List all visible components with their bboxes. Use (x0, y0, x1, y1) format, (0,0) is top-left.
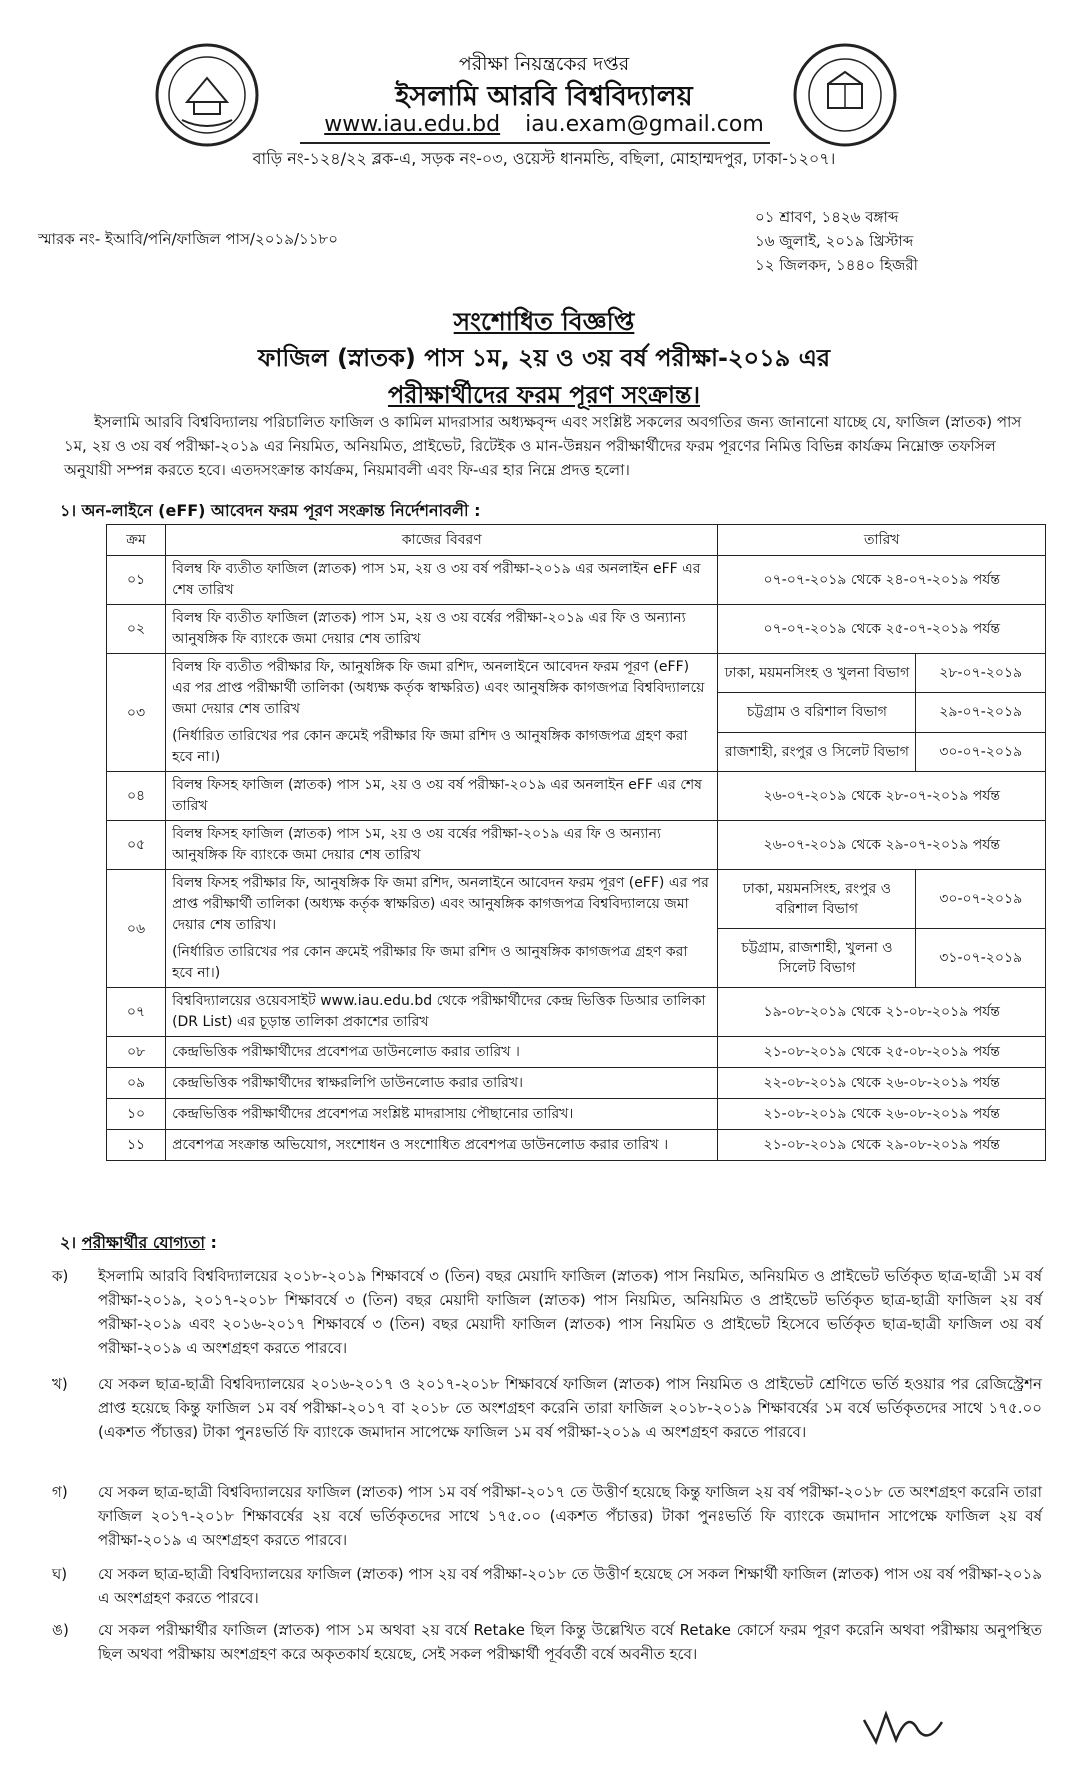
eligibility-label: ঘ) (52, 1565, 68, 1583)
email-link[interactable]: iau.exam@gmail.com (525, 112, 764, 137)
region-name: ঢাকা, ময়মনসিংহ, রংপুর ও বরিশাল বিভাগ (718, 870, 916, 929)
eligibility-label: ঙ) (52, 1621, 69, 1639)
region-name: চট্টগ্রাম ও বরিশাল বিভাগ (718, 693, 916, 732)
row-description: বিলম্ব ফিসহ ফাজিল (স্নাতক) পাস ১ম, ২য় ও ৩য় বর্ষের পরীক্ষা-২০১৯ এর ফি ও অন্যান্য আনুষঙ্গিক ফি ব্যাংকে জমা দেয়ার শেষ তারিখ (166, 821, 718, 870)
memo-number: স্মারক নং- ইআবি/পনি/ফাজিল পাস/২০১৯/১১৮০ (38, 230, 338, 248)
schedule-table (106, 524, 1046, 1161)
date-bangla: ০১ শ্রাবণ, ১৪২৬ বঙ্গাব্দ (755, 208, 899, 226)
header-divider (300, 142, 770, 144)
row-date: ২১-০৮-২০১৯ থেকে ২৬-০৮-২০১৯ পর্যন্ত (718, 1099, 1046, 1130)
row-serial: ০৪ (107, 772, 166, 821)
table-row (107, 988, 1046, 1037)
eligibility-item (52, 1618, 1042, 1666)
intro-paragraph: ইসলামি আরবি বিশ্ববিদ্যালয় পরিচালিত ফাজিল ও কামিল মাদরাসার অধ্যক্ষবৃন্দ এবং সংশ্লিষ্ট সকলের অবগতির জন্য জানানো যাচ্ছে যে, ফাজিল (স্নাতক) পাস ১ম, ২য় ও ৩য় বর্ষ পরীক্ষা-২০১৯ এর নিয়মিত, অনিয়মিত, প্রাইভেট, রিটেইক ও মান-উন্নয়ন পরীক্ষার্থীদের ফরম পূরণের নিমিত্ত বিভিন্ন কার্যক্রম নিম্নোক্ত তফসিল অনুযায়ী সম্পন্ন করতে হবে। এতদসংক্রান্ত কার্যক্রম, নিয়মাবলী এবং ফি-এর হার নিম্নে প্রদত্ত হলো। (64, 413, 1022, 479)
office-address: বাড়ি নং-১২৪/২২ ব্লক-এ, সড়ক নং-০৩, ওয়েস্ট ধানমন্ডি, বছিলা, মোহাম্মদপুর, ঢাকা-১২০৭। (252, 149, 836, 168)
row-description (166, 654, 718, 772)
table-row (107, 772, 1046, 821)
eligibility-text: যে সকল ছাত্র-ছাত্রী বিশ্ববিদ্যালয়ের ফাজিল (স্নাতক) পাস ১ম বর্ষ পরীক্ষা-২০১৭ তে উত্তীর্ণ হয়েছে কিন্তু ফাজিল ২য় বর্ষ পরীক্ষা-২০১৮ তে অংশগ্রহণ করেনি তারা ফাজিল ২০১৭-২০১৮ শিক্ষাবর্ষের ২য় বর্ষে ভর্তিকৃতদের সাথে ১৭৫.০০ (একশত পঁচাত্তর) টাকা পুনঃভর্তি ফি ব্যাংকে জমাদান সাপেক্ষে ফাজিল ২য় বর্ষ পরীক্ষা-২০১৯ এ অংশগ্রহণ করতে পারবে। (98, 1483, 1042, 1549)
eligibility-label: গ) (52, 1483, 68, 1501)
eligibility-item (52, 1264, 1042, 1360)
row-serial: ০৭ (107, 988, 166, 1037)
row-description: কেন্দ্রভিত্তিক পরীক্ষার্থীদের প্রবেশপত্র সংশ্লিষ্ট মাদরাসায় পৌছানোর তারিখ। (166, 1099, 718, 1130)
row-note: (নির্ধারিত তারিখের পর কোন ক্রমেই পরীক্ষার ফি জমা রশিদ ও আনুষঙ্গিক কাগজপত্র গ্রহণ করা হবে না।) (172, 728, 688, 765)
table-row (107, 1099, 1046, 1130)
section2-heading (60, 1230, 217, 1257)
eligibility-text: যে সকল ছাত্র-ছাত্রী বিশ্ববিদ্যালয়ের ফাজিল (স্নাতক) পাস ২য় বর্ষ পরীক্ষা-২০১৮ তে উত্তীর্ণ হয়েছে সে সকল শিক্ষার্থী ফাজিল (স্নাতক) পাস ৩য় বর্ষ পরীক্ষা-২০১৯ এ অংশগ্রহণ করতে পারবে। (98, 1565, 1042, 1607)
row-description: কেন্দ্রভিত্তিক পরীক্ষার্থীদের স্বাক্ষরলিপি ডাউনলোড করার তারিখ। (166, 1068, 718, 1099)
row-date: ২৬-০৭-২০১৯ থেকে ২৯-০৭-২০১৯ পর্যন্ত (718, 821, 1046, 870)
table-row (107, 1037, 1046, 1068)
exam-office-name: পরীক্ষা নিয়ন্ত্রকের দপ্তর (458, 53, 630, 75)
row-date: ২১-০৮-২০১৯ থেকে ২৯-০৮-২০১৯ পর্যন্ত (718, 1130, 1046, 1161)
row-description: কেন্দ্রভিত্তিক পরীক্ষার্থীদের প্রবেশপত্র ডাউনলোড করার তারিখ । (166, 1037, 718, 1068)
row-description: বিলম্ব ফিসহ ফাজিল (স্নাতক) পাস ১ম, ২য় ও ৩য় বর্ষ পরীক্ষা-২০১৯ এর অনলাইন eFF এর শেষ তারিখ (166, 772, 718, 821)
notice-subtitle-line2: পরীক্ষার্থীদের ফরম পূরণ সংক্রান্ত। (387, 381, 701, 409)
table-row (107, 1130, 1046, 1161)
row-date: ০৭-০৭-২০১৯ থেকে ২৪-০৭-২০১৯ পর্যন্ত (718, 556, 1046, 605)
row-description: বিশ্ববিদ্যালয়ের ওয়েবসাইট www.iau.edu.bd থেকে পরীক্ষার্থীদের কেন্দ্র ভিত্তিক ডিআর তালিকা (DR List) এর চূড়ান্ত তালিকা প্রকাশের তারিখ (166, 988, 718, 1037)
header-description: কাজের বিবরণ (166, 525, 718, 556)
region-date: ৩০-০৭-২০১৯ (916, 870, 1046, 929)
eligibility-text: যে সকল পরীক্ষার্থীর ফাজিল (স্নাতক) পাস ১ম অথবা ২য় বর্ষে Retake ছিল কিন্তু উল্লেখিত বর্ষে Retake কোর্সে ফরম পূরণ করেনি অথবা পরীক্ষায় অনুপস্থিত ছিল অথবা পরীক্ষায় অংশগ্রহণ করে অকৃতকার্য হয়েছে, সেই সকল পরীক্ষার্থী পূর্ববর্তী বর্ষে অবনীত হবে। (98, 1621, 1042, 1663)
row-date: ২৬-০৭-২০১৯ থেকে ২৮-০৭-২০১৯ পর্যন্ত (718, 772, 1046, 821)
header-date: তারিখ (718, 525, 1046, 556)
row-serial: ০১ (107, 556, 166, 605)
row-date: ২২-০৮-২০১৯ থেকে ২৬-০৮-২০১৯ পর্যন্ত (718, 1068, 1046, 1099)
eligibility-label: ক) (52, 1267, 69, 1285)
table-row (107, 1068, 1046, 1099)
eligibility-item (52, 1480, 1042, 1552)
region-date: ২৮-০৭-২০১৯ (916, 654, 1046, 693)
row-description-text: বিলম্ব ফি ব্যতীত পরীক্ষার ফি, আনুষঙ্গিক ফি জমা রশিদ, অনলাইনে আবেদন ফরম পূরণ (eFF) এর পর প্রাপ্ত পরীক্ষার্থী তালিকা (অধ্যক্ষ কর্তৃক স্বাক্ষরিত) এবং আনুষঙ্গিক কাগজপত্র বিশ্ববিদ্যালয়ে জমা দেয়ার শেষ তারিখ (172, 659, 705, 717)
signature-icon (858, 1700, 948, 1750)
row-serial: ০৯ (107, 1068, 166, 1099)
section2-colon: : (204, 1233, 217, 1252)
date-english: ১৬ জুলাই, ২০১৯ খ্রিস্টাব্দ (755, 232, 914, 250)
eligibility-item (52, 1562, 1042, 1610)
website-link[interactable]: www.iau.edu.bd (324, 112, 501, 137)
date-hijri: ১২ জিলকদ, ১৪৪০ হিজরী (755, 256, 918, 274)
row-date: ২১-০৮-২০১৯ থেকে ২৫-০৮-২০১৯ পর্যন্ত (718, 1037, 1046, 1068)
row-serial: ০৫ (107, 821, 166, 870)
region-date: ৩০-০৭-২০১৯ (916, 732, 1046, 771)
table-row (107, 821, 1046, 870)
region-name: চট্টগ্রাম, রাজশাহী, খুলনা ও সিলেট বিভাগ (718, 929, 916, 988)
row-serial: ০৬ (107, 870, 166, 988)
row-serial: ০২ (107, 605, 166, 654)
eligibility-label: খ) (52, 1375, 68, 1393)
row-description (166, 870, 718, 988)
row-description: বিলম্ব ফি ব্যতীত ফাজিল (স্নাতক) পাস ১ম, ২য় ও ৩য় বর্ষের পরীক্ষা-২০১৯ এর ফি ও অন্যান্য আনুষঙ্গিক ফি ব্যাংকে জমা দেয়ার শেষ তারিখ (166, 605, 718, 654)
region-name: ঢাকা, ময়মনসিংহ ও খুলনা বিভাগ (718, 654, 916, 693)
row-serial: ০৮ (107, 1037, 166, 1068)
row-serial: ১১ (107, 1130, 166, 1161)
table-row (107, 556, 1046, 605)
row-serial: ০৩ (107, 654, 166, 772)
issue-dates (755, 205, 918, 277)
row-date: ১৯-০৮-২০১৯ থেকে ২১-০৮-২০১৯ পর্যন্ত (718, 988, 1046, 1037)
section2-title: পরীক্ষার্থীর যোগ্যতা (81, 1233, 205, 1252)
row-description-text: বিলম্ব ফিসহ পরীক্ষার ফি, আনুষঙ্গিক ফি জমা রশিদ, অনলাইনে আবেদন ফরম পূরণ (eFF) এর পর প্রাপ্ত পরীক্ষার্থী তালিকা (অধ্যক্ষ কর্তৃক স্বাক্ষরিত) এবং আনুষঙ্গিক কাগজপত্র বিশ্ববিদ্যালয়ে জমা দেয়ার শেষ তারিখ। (172, 875, 709, 933)
row-note: (নির্ধারিত তারিখের পর কোন ক্রমেই পরীক্ষার ফি জমা রশিদ ও আনুষঙ্গিক কাগজপত্র গ্রহণ করা হবে না।) (172, 944, 688, 981)
row-date: ০৭-০৭-২০১৯ থেকে ২৫-০৭-২০১৯ পর্যন্ত (718, 605, 1046, 654)
section2-number: ২। (60, 1233, 77, 1252)
table-row (107, 870, 1046, 929)
row-description: বিলম্ব ফি ব্যতীত ফাজিল (স্নাতক) পাস ১ম, ২য় ও ৩য় বর্ষ পরীক্ষা-২০১৯ এর অনলাইন eFF এর শেষ তারিখ (166, 556, 718, 605)
university-name: ইসলামি আরবি বিশ্ববিদ্যালয় (395, 81, 693, 112)
table-header-row (107, 525, 1046, 556)
row-description: প্রবেশপত্র সংক্রান্ত অভিযোগ, সংশোধন ও সংশোধিত প্রবেশপত্র ডাউনলোড করার তারিখ । (166, 1130, 718, 1161)
table-row (107, 605, 1046, 654)
section1-heading: ১। অন-লাইনে (eFF) আবেদন ফরম পূরণ সংক্রান্ত নির্দেশনাবলী : (60, 501, 481, 520)
region-date: ৩১-০৭-২০১৯ (916, 929, 1046, 988)
table-row (107, 654, 1046, 693)
contact-line (0, 112, 1088, 137)
header-serial: ক্রম (107, 525, 166, 556)
eligibility-text: ইসলামি আরবি বিশ্ববিদ্যালয়ের ২০১৮-২০১৯ শিক্ষাবর্ষে ৩ (তিন) বছর মেয়াদি ফাজিল (স্নাতক) পাস নিয়মিত, অনিয়মিত ও প্রাইভেট ভর্তিকৃত ছাত্র-ছাত্রী ১ম বর্ষ পরীক্ষা-২০১৯, ২০১৭-২০১৮ শিক্ষাবর্ষে ৩ (তিন) বছর মেয়াদী ফাজিল (স্নাতক) পাস নিয়মিত, অনিয়মিত ও প্রাইভেট ভর্তিকৃত ছাত্র-ছাত্রী ফাজিল ২য় বর্ষ পরীক্ষা-২০১৯ এবং ২০১৬-২০১৭ শিক্ষাবর্ষে ৩ (তিন) বছর মেয়াদী ফাজিল (স্নাতক) পাস নিয়মিত ও প্রাইভেট হিসেবে ভর্তিকৃত ছাত্র-ছাত্রী ফাজিল ৩য় বর্ষ পরীক্ষা-২০১৯ এ অংশগ্রহণ করতে পারবে। (98, 1267, 1042, 1357)
region-date: ২৯-০৭-২০১৯ (916, 693, 1046, 732)
notice-subtitle-line1: ফাজিল (স্নাতক) পাস ১ম, ২য় ও ৩য় বর্ষ পরীক্ষা-২০১৯ এর (257, 344, 831, 372)
notice-title: সংশোধিত বিজ্ঞপ্তি (453, 307, 635, 336)
eligibility-item (52, 1372, 1042, 1444)
row-serial: ১০ (107, 1099, 166, 1130)
eligibility-text: যে সকল ছাত্র-ছাত্রী বিশ্ববিদ্যালয়ের ২০১৬-২০১৭ ও ২০১৭-২০১৮ শিক্ষাবর্ষে ফাজিল (স্নাতক) পাস নিয়মিত ও প্রাইভেট শ্রেণিতে ভর্তি হওয়ার পর রেজিস্ট্রেশন প্রাপ্ত হয়েছে কিন্তু ফাজিল ১ম বর্ষ পরীক্ষা-২০১৭ বা ২০১৮ তে অংশগ্রহণ করেনি তারা ফাজিল ২০১৮-২০১৯ শিক্ষাবর্ষের ১ম বর্ষে ভর্তিকৃতদের সাথে ১৭৫.০০ (একশত পঁচাত্তর) টাকা পুনঃভর্তি ফি ব্যাংকে জমাদান সাপেক্ষে ফাজিল ১ম বর্ষ পরীক্ষা-২০১৯ এ অংশগ্রহণ করতে পারবে। (98, 1375, 1042, 1441)
region-name: রাজশাহী, রংপুর ও সিলেট বিভাগ (718, 732, 916, 771)
